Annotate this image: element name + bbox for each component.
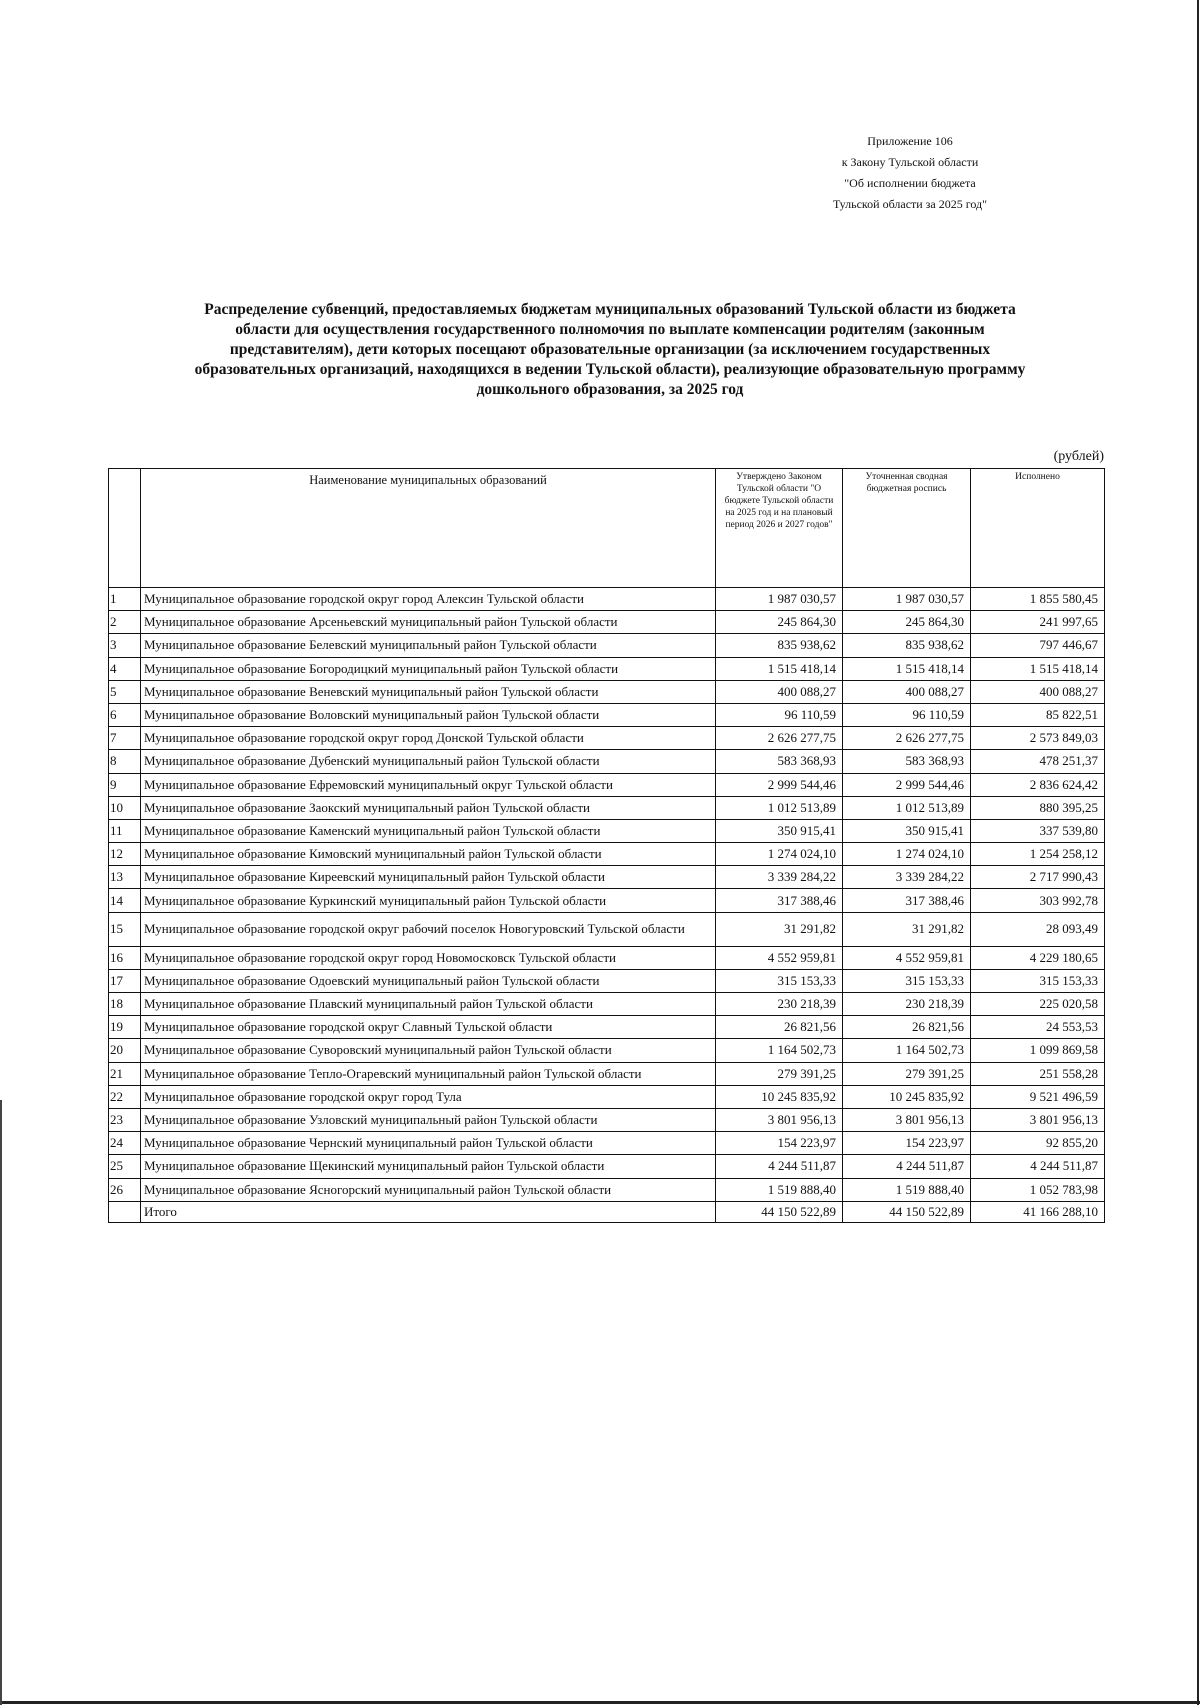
row-name: Муниципальное образование Дубенский муниципальный район Тульской области: [141, 750, 716, 773]
unit-label: (рублей): [1053, 449, 1104, 464]
row-executed: 92 855,20: [971, 1132, 1105, 1155]
title-line: Распределение субвенций, предоставляемых бюджетам муниципальных образований Тульской области из бюджета: [204, 301, 1016, 318]
row-refined: 3 339 284,22: [843, 866, 971, 889]
row-approved: 1 012 513,89: [716, 796, 843, 819]
row-refined: 400 088,27: [843, 680, 971, 703]
row-executed: 303 992,78: [971, 889, 1105, 912]
table-row: [109, 969, 1105, 992]
row-executed: 225 020,58: [971, 993, 1105, 1016]
table-row: [109, 946, 1105, 969]
row-refined: 350 915,41: [843, 819, 971, 842]
row-executed: 880 395,25: [971, 796, 1105, 819]
row-executed: 1 099 869,58: [971, 1039, 1105, 1062]
row-number: 26: [109, 1178, 141, 1201]
row-refined: 245 864,30: [843, 611, 971, 634]
row-refined: 1 164 502,73: [843, 1039, 971, 1062]
row-name: Муниципальное образование Узловский муниципальный район Тульской области: [141, 1108, 716, 1131]
row-refined: 317 388,46: [843, 889, 971, 912]
row-name: Муниципальное образование городской округ рабочий поселок Новогуровский Тульской области: [141, 912, 716, 946]
row-number: 23: [109, 1108, 141, 1131]
table-row: [109, 866, 1105, 889]
row-approved: 583 368,93: [716, 750, 843, 773]
row-executed: 4 244 511,87: [971, 1155, 1105, 1178]
row-executed: 241 997,65: [971, 611, 1105, 634]
row-number: 14: [109, 889, 141, 912]
row-number: 15: [109, 912, 141, 946]
row-refined: 31 291,82: [843, 912, 971, 946]
table-row: [109, 773, 1105, 796]
row-refined: 2 999 544,46: [843, 773, 971, 796]
row-number: 17: [109, 969, 141, 992]
row-name: Муниципальное образование Белевский муниципальный район Тульской области: [141, 634, 716, 657]
row-approved: 4 244 511,87: [716, 1155, 843, 1178]
page-border-bottom: [0, 1701, 1200, 1704]
row-name: Муниципальное образование Каменский муниципальный район Тульской области: [141, 819, 716, 842]
table-row: [109, 1132, 1105, 1155]
row-name: Муниципальное образование Щекинский муниципальный район Тульской области: [141, 1155, 716, 1178]
row-name: Муниципальное образование Чернский муниципальный район Тульской области: [141, 1132, 716, 1155]
row-number: 19: [109, 1016, 141, 1039]
header-refined: Уточненная сводная бюджетная роспись: [843, 469, 971, 588]
row-executed: 1 052 783,98: [971, 1178, 1105, 1201]
row-approved: 230 218,39: [716, 993, 843, 1016]
total-refined: 44 150 522,89: [843, 1201, 971, 1222]
row-number: 10: [109, 796, 141, 819]
row-name: Муниципальное образование Одоевский муниципальный район Тульской области: [141, 969, 716, 992]
row-name: Муниципальное образование городской округ город Алексин Тульской области: [141, 588, 716, 611]
row-refined: 2 626 277,75: [843, 727, 971, 750]
row-number: 6: [109, 703, 141, 726]
row-executed: 251 558,28: [971, 1062, 1105, 1085]
row-executed: 4 229 180,65: [971, 946, 1105, 969]
appendix-note: [760, 131, 1060, 215]
row-name: Муниципальное образование городской округ город Тула: [141, 1085, 716, 1108]
page-border-left: [0, 1100, 2, 1705]
row-approved: 31 291,82: [716, 912, 843, 946]
row-approved: 245 864,30: [716, 611, 843, 634]
row-refined: 1 515 418,14: [843, 657, 971, 680]
row-approved: 2 626 277,75: [716, 727, 843, 750]
row-name: Муниципальное образование Богородицкий муниципальный район Тульской области: [141, 657, 716, 680]
table-row: [109, 588, 1105, 611]
row-number: 21: [109, 1062, 141, 1085]
row-approved: 3 339 284,22: [716, 866, 843, 889]
row-approved: 3 801 956,13: [716, 1108, 843, 1131]
row-executed: 9 521 496,59: [971, 1085, 1105, 1108]
table-row: [109, 1016, 1105, 1039]
row-executed: 2 836 624,42: [971, 773, 1105, 796]
row-number: 11: [109, 819, 141, 842]
appendix-line: "Об исполнении бюджета: [844, 176, 976, 190]
row-number: 5: [109, 680, 141, 703]
row-number: 4: [109, 657, 141, 680]
row-approved: 26 821,56: [716, 1016, 843, 1039]
row-refined: 4 244 511,87: [843, 1155, 971, 1178]
row-name: Муниципальное образование Воловский муниципальный район Тульской области: [141, 703, 716, 726]
appendix-line: к Закону Тульской области: [841, 155, 979, 169]
row-name: Муниципальное образование городской округ город Донской Тульской области: [141, 727, 716, 750]
title-line: образовательных организаций, находящихся в ведении Тульской области), реализующие образовательную программу: [194, 361, 1026, 378]
row-refined: 1 519 888,40: [843, 1178, 971, 1201]
total-approved: 44 150 522,89: [716, 1201, 843, 1222]
header-number: [109, 469, 141, 588]
table-row: [109, 1155, 1105, 1178]
row-number: 13: [109, 866, 141, 889]
row-refined: 279 391,25: [843, 1062, 971, 1085]
row-refined: 3 801 956,13: [843, 1108, 971, 1131]
row-approved: 1 515 418,14: [716, 657, 843, 680]
row-approved: 317 388,46: [716, 889, 843, 912]
row-approved: 315 153,33: [716, 969, 843, 992]
table-row: [109, 819, 1105, 842]
row-approved: 1 274 024,10: [716, 843, 843, 866]
row-approved: 1 164 502,73: [716, 1039, 843, 1062]
row-name: Муниципальное образование Куркинский муниципальный район Тульской области: [141, 889, 716, 912]
row-refined: 230 218,39: [843, 993, 971, 1016]
row-number: 12: [109, 843, 141, 866]
row-executed: 1 515 418,14: [971, 657, 1105, 680]
page-border-right: [1197, 0, 1199, 1705]
table-row: [109, 1178, 1105, 1201]
row-approved: 1 987 030,57: [716, 588, 843, 611]
table-row: [109, 1108, 1105, 1131]
row-number: 16: [109, 946, 141, 969]
row-executed: 3 801 956,13: [971, 1108, 1105, 1131]
row-approved: 835 938,62: [716, 634, 843, 657]
row-name: Муниципальное образование городской округ Славный Тульской области: [141, 1016, 716, 1039]
table-row: [109, 750, 1105, 773]
row-refined: 1 274 024,10: [843, 843, 971, 866]
row-number: 1: [109, 588, 141, 611]
row-refined: 96 110,59: [843, 703, 971, 726]
row-number: 25: [109, 1155, 141, 1178]
row-approved: 2 999 544,46: [716, 773, 843, 796]
row-refined: 10 245 835,92: [843, 1085, 971, 1108]
row-refined: 1 012 513,89: [843, 796, 971, 819]
row-refined: 835 938,62: [843, 634, 971, 657]
title-line: дошкольного образования, за 2025 год: [476, 381, 744, 398]
appendix-line: Тульской области за 2025 год": [832, 197, 988, 211]
row-number: 22: [109, 1085, 141, 1108]
row-number: 9: [109, 773, 141, 796]
table-row: [109, 796, 1105, 819]
appendix-line: Приложение 106: [867, 134, 953, 148]
row-refined: 154 223,97: [843, 1132, 971, 1155]
row-executed: 2 717 990,43: [971, 866, 1105, 889]
row-approved: 10 245 835,92: [716, 1085, 843, 1108]
row-approved: 1 519 888,40: [716, 1178, 843, 1201]
header-executed: Исполнено: [971, 469, 1105, 588]
document-title: [120, 300, 1100, 400]
row-executed: 2 573 849,03: [971, 727, 1105, 750]
row-number: 7: [109, 727, 141, 750]
subsidy-table: [108, 468, 1105, 1223]
row-number: 2: [109, 611, 141, 634]
table-row: [109, 843, 1105, 866]
row-executed: 400 088,27: [971, 680, 1105, 703]
row-refined: 26 821,56: [843, 1016, 971, 1039]
table-row: [109, 993, 1105, 1016]
row-approved: 400 088,27: [716, 680, 843, 703]
row-executed: 315 153,33: [971, 969, 1105, 992]
table-row: [109, 680, 1105, 703]
row-executed: 24 553,53: [971, 1016, 1105, 1039]
table-row: [109, 703, 1105, 726]
row-name: Муниципальное образование Киреевский муниципальный район Тульской области: [141, 866, 716, 889]
total-executed: 41 166 288,10: [971, 1201, 1105, 1222]
row-number: 20: [109, 1039, 141, 1062]
row-executed: 28 093,49: [971, 912, 1105, 946]
row-refined: 583 368,93: [843, 750, 971, 773]
row-executed: 1 855 580,45: [971, 588, 1105, 611]
row-approved: 154 223,97: [716, 1132, 843, 1155]
row-refined: 315 153,33: [843, 969, 971, 992]
table-row: [109, 912, 1105, 946]
title-line: области для осуществления государственного полномочия по выплате компенсации родителям (законным: [235, 321, 985, 338]
table-row: [109, 611, 1105, 634]
header-approved: Утверждено Законом Тульской области "О бюджете Тульской области на 2025 год и на плановый период 2026 и 2027 годов": [716, 469, 843, 588]
row-number: 8: [109, 750, 141, 773]
row-name: Муниципальное образование Заокский муниципальный район Тульской области: [141, 796, 716, 819]
table-body: [109, 588, 1105, 1202]
row-name: Муниципальное образование Ясногорский муниципальный район Тульской области: [141, 1178, 716, 1201]
table-row: [109, 657, 1105, 680]
table-header-row: [109, 469, 1105, 588]
row-number: 3: [109, 634, 141, 657]
table-row: [109, 1085, 1105, 1108]
table-row: [109, 889, 1105, 912]
row-executed: 478 251,37: [971, 750, 1105, 773]
total-number-cell: [109, 1201, 141, 1222]
row-number: 18: [109, 993, 141, 1016]
table-row: [109, 1039, 1105, 1062]
row-approved: 279 391,25: [716, 1062, 843, 1085]
table-row: [109, 727, 1105, 750]
row-executed: 337 539,80: [971, 819, 1105, 842]
total-row: [109, 1201, 1105, 1222]
row-refined: 1 987 030,57: [843, 588, 971, 611]
row-executed: 797 446,67: [971, 634, 1105, 657]
row-approved: 96 110,59: [716, 703, 843, 726]
title-line: представителям), дети которых посещают образовательные организации (за исключением государственных: [229, 341, 991, 358]
row-refined: 4 552 959,81: [843, 946, 971, 969]
row-approved: 350 915,41: [716, 819, 843, 842]
row-name: Муниципальное образование Кимовский муниципальный район Тульской области: [141, 843, 716, 866]
table-row: [109, 634, 1105, 657]
total-label: Итого: [141, 1201, 716, 1222]
row-name: Муниципальное образование Тепло-Огаревский муниципальный район Тульской области: [141, 1062, 716, 1085]
table-row: [109, 1062, 1105, 1085]
row-name: Муниципальное образование Ефремовский муниципальный округ Тульской области: [141, 773, 716, 796]
row-executed: 1 254 258,12: [971, 843, 1105, 866]
row-approved: 4 552 959,81: [716, 946, 843, 969]
header-name: Наименование муниципальных образований: [141, 469, 716, 588]
row-number: 24: [109, 1132, 141, 1155]
row-executed: 85 822,51: [971, 703, 1105, 726]
row-name: Муниципальное образование Суворовский муниципальный район Тульской области: [141, 1039, 716, 1062]
row-name: Муниципальное образование Веневский муниципальный район Тульской области: [141, 680, 716, 703]
row-name: Муниципальное образование Плавский муниципальный район Тульской области: [141, 993, 716, 1016]
row-name: Муниципальное образование Арсеньевский муниципальный район Тульской области: [141, 611, 716, 634]
row-name: Муниципальное образование городской округ город Новомосковск Тульской области: [141, 946, 716, 969]
